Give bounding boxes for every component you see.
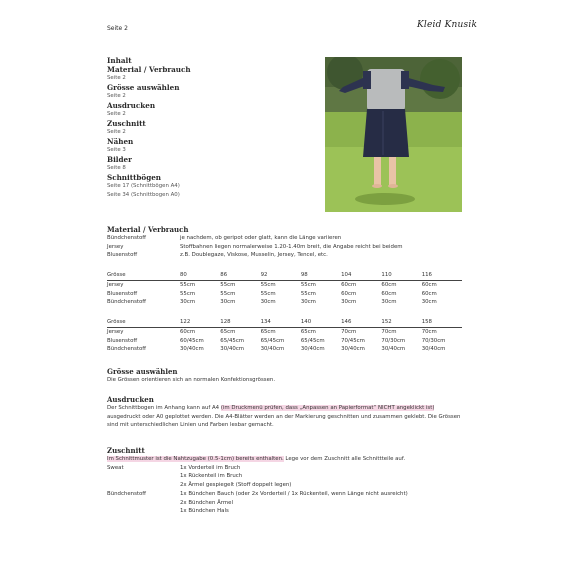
table-header-cell: 134 [261, 318, 301, 327]
table-cell: 70cm [341, 328, 357, 335]
table-cell: 60cm [381, 290, 397, 297]
material-list [107, 234, 467, 260]
table-cell: 30/40cm [381, 346, 406, 353]
table-cell: 30cm [220, 299, 236, 306]
cutting-row [107, 481, 467, 490]
cutting-heading: Zuschnitt [107, 446, 145, 455]
table-cell: 55cm [180, 281, 196, 288]
table-header-cell: 92 [261, 271, 301, 280]
cutting-value: 2x Ärmel gespiegelt (Stoff doppelt legen) [180, 482, 292, 489]
table-header-row [107, 271, 462, 280]
material-row [107, 234, 467, 243]
table-cell: 55cm [220, 290, 236, 297]
table-cell: 30/40cm [220, 346, 245, 353]
table-cell: 30/40cm [300, 346, 325, 353]
cutting-row [107, 507, 467, 516]
table-cell: Bündchenstoff [107, 346, 147, 353]
table-header-cell: 104 [341, 271, 381, 280]
material-key: Bündchenstoff [107, 235, 147, 241]
table-header-cell: 146 [341, 318, 381, 327]
toc-heading: Schnittbögen [107, 173, 162, 182]
table-cell: Blusenstoff [107, 290, 138, 297]
toc-page-ref: Seite 8 [107, 165, 126, 171]
table-cell: 60cm [421, 281, 437, 288]
table-cell: 65/45cm [220, 337, 245, 344]
table-cell: 30/40cm [180, 346, 204, 353]
toc-page-ref: Seite 2 [107, 129, 126, 135]
table-of-contents [107, 56, 317, 200]
size-table-122-158 [107, 318, 462, 354]
material-row [107, 251, 467, 260]
table-cell: 30/40cm [421, 346, 446, 353]
table-cell: 30cm [300, 299, 316, 306]
toc-heading: Zuschnitt [107, 119, 146, 128]
table-cell: 30cm [180, 299, 196, 306]
cutting-value: 2x Bündchen Ärmel [180, 499, 233, 506]
table-header-cell: 116 [422, 271, 462, 280]
table-cell: 70cm [421, 328, 437, 335]
table-cell: 65cm [260, 328, 276, 335]
page-number: Seite 2 [107, 25, 128, 32]
brand-logo: Kleid Knusik [417, 20, 478, 30]
toc-page-ref: Seite 3 [107, 147, 126, 153]
table-cell: 60cm [180, 328, 196, 335]
table-header-cell: 86 [220, 271, 260, 280]
table-row [107, 298, 462, 307]
table-cell: 60cm [341, 281, 357, 288]
table-cell: 30cm [341, 299, 357, 306]
toc-heading: Bilder [107, 155, 132, 164]
printing-highlight: (im Druckmenü prüfen, dass „Anpassen an Papierformat“ NICHT angeklickt ist) [220, 405, 435, 411]
cutting-list [107, 464, 467, 516]
cutting-key [107, 507, 180, 516]
cutting-highlight: Im Schnittmuster ist die Nahtzugabe (0.5-1cm) bereits enthalten. [107, 456, 284, 462]
table-cell: 55cm [300, 281, 316, 288]
table-header-cell: Grösse [107, 318, 180, 327]
table-header-cell: 128 [220, 318, 260, 327]
cutting-value: 1x Bündchen Bauch (oder 2x Vorderteil / 1x Rückenteil, wenn Länge nicht ausreicht) [180, 490, 408, 497]
table-header-row [107, 318, 462, 327]
table-cell: 30/40cm [260, 346, 285, 353]
toc-heading: Material / Verbrauch [107, 65, 191, 74]
size-table-80-116 [107, 271, 462, 307]
table-cell: 70/45cm [341, 337, 365, 344]
table-header-cell: 80 [180, 271, 220, 280]
size-selection-text: Die Grössen orientieren sich an normalen Konfektionsgrössen. [107, 377, 276, 383]
table-row [107, 280, 462, 289]
table-row [107, 337, 462, 346]
table-cell: 70cm [381, 328, 397, 335]
toc-title: Inhalt [107, 56, 132, 65]
material-value: z.B. Doublegaze, Viskose, Musselin, Jersey, Tencel, etc. [180, 252, 328, 259]
table-cell: 65cm [300, 328, 316, 335]
material-key: Blusenstoff [107, 252, 138, 259]
material-key: Jersey [107, 243, 124, 250]
table-cell: 55cm [180, 290, 196, 297]
table-cell: 65/45cm [260, 337, 285, 344]
table-cell: Jersey [107, 281, 124, 288]
toc-page-ref: Seite 2 [107, 111, 126, 117]
cutting-row [107, 490, 467, 499]
table-cell: 30cm [421, 299, 437, 306]
cutting-value: 1x Bündchen Hals [180, 508, 229, 515]
cutting-section [107, 446, 467, 516]
cutting-key: Bündchenstoff [107, 490, 147, 497]
cutting-value: 1x Rückenteil im Bruch [180, 473, 243, 480]
table-cell: 70/30cm [421, 337, 446, 344]
size-selection-section [107, 367, 467, 385]
table-header-cell: 158 [422, 318, 462, 327]
toc-heading: Nähen [107, 137, 134, 146]
table-cell: 70/30cm [381, 337, 406, 344]
toc-page-ref: Seite 34 (Schnittbogen A0) [107, 192, 180, 198]
table-cell: 30/40cm [341, 346, 365, 353]
table-cell: 65/45cm [300, 337, 325, 344]
material-value: Stoffbahnen liegen normalerweise 1.20-1.40m breit, die Angabe reicht bei beidem [180, 243, 403, 250]
cutting-intro-end: Lege vor dem Zuschnitt alle Schnittteile auf. [283, 456, 406, 462]
table-cell: 55cm [260, 290, 276, 297]
printing-text-end: ausgedruckt oder A0 geplottet werden. Die A4-Blätter werden an der Markierung geschnitten und zusammen geklebt. Die Grössen sind mit unterschiedlichen Linien und Farben lesbar gemacht. [107, 413, 461, 429]
toc-entries [107, 65, 317, 200]
table-header-cell: 122 [180, 318, 220, 327]
material-value: je nachdem, ob geripot oder glatt, kann die Länge variieren [180, 235, 342, 241]
cutting-value: 1x Vorderteil im Bruch [180, 464, 241, 471]
cutting-key [107, 499, 180, 508]
cutting-key [107, 481, 180, 490]
material-row [107, 243, 467, 252]
table-cell: 60/45cm [180, 337, 204, 344]
table-header-cell: 110 [381, 271, 421, 280]
table-row [107, 290, 462, 299]
toc-heading: Ausdrucken [107, 101, 156, 110]
cutting-row [107, 472, 467, 481]
cutting-intro [107, 455, 467, 464]
printing-text-start: Der Schnittbogen im Anhang kann auf A4 [107, 405, 221, 411]
toc-page-ref: Seite 2 [107, 75, 126, 81]
cutting-row [107, 499, 467, 508]
size-selection-heading: Grösse auswählen [107, 367, 178, 376]
table-cell: 60cm [381, 281, 397, 288]
table-header-cell: Grösse [107, 271, 180, 280]
table-cell: Blusenstoff [107, 337, 138, 344]
printing-text [107, 404, 467, 430]
toc-page-ref: Seite 17 (Schnittbögen A4) [107, 183, 180, 189]
table-cell: 60cm [341, 290, 357, 297]
table-cell: 55cm [300, 290, 316, 297]
table-cell: Bündchenstoff [107, 299, 147, 306]
table-header-cell: 98 [301, 271, 341, 280]
table-row [107, 345, 462, 354]
table-cell: 30cm [260, 299, 276, 306]
printing-section [107, 395, 467, 430]
table-cell: 55cm [220, 281, 236, 288]
table-cell: 30cm [381, 299, 397, 306]
table-cell: 65cm [220, 328, 236, 335]
table-header-cell: 140 [301, 318, 341, 327]
table-cell: Jersey [107, 328, 124, 335]
child-dress-photo [325, 57, 462, 212]
cutting-row [107, 464, 467, 473]
table-row [107, 327, 462, 336]
table-cell: 60cm [421, 290, 437, 297]
table-cell: 55cm [260, 281, 276, 288]
cutting-key: Sweat [107, 464, 124, 471]
material-section [107, 225, 467, 260]
printing-heading: Ausdrucken [107, 395, 154, 404]
cutting-key [107, 472, 180, 481]
toc-heading: Grösse auswählen [107, 83, 180, 92]
material-heading: Material / Verbrauch [107, 225, 189, 234]
table-header-cell: 152 [381, 318, 421, 327]
toc-page-ref: Seite 2 [107, 93, 126, 99]
